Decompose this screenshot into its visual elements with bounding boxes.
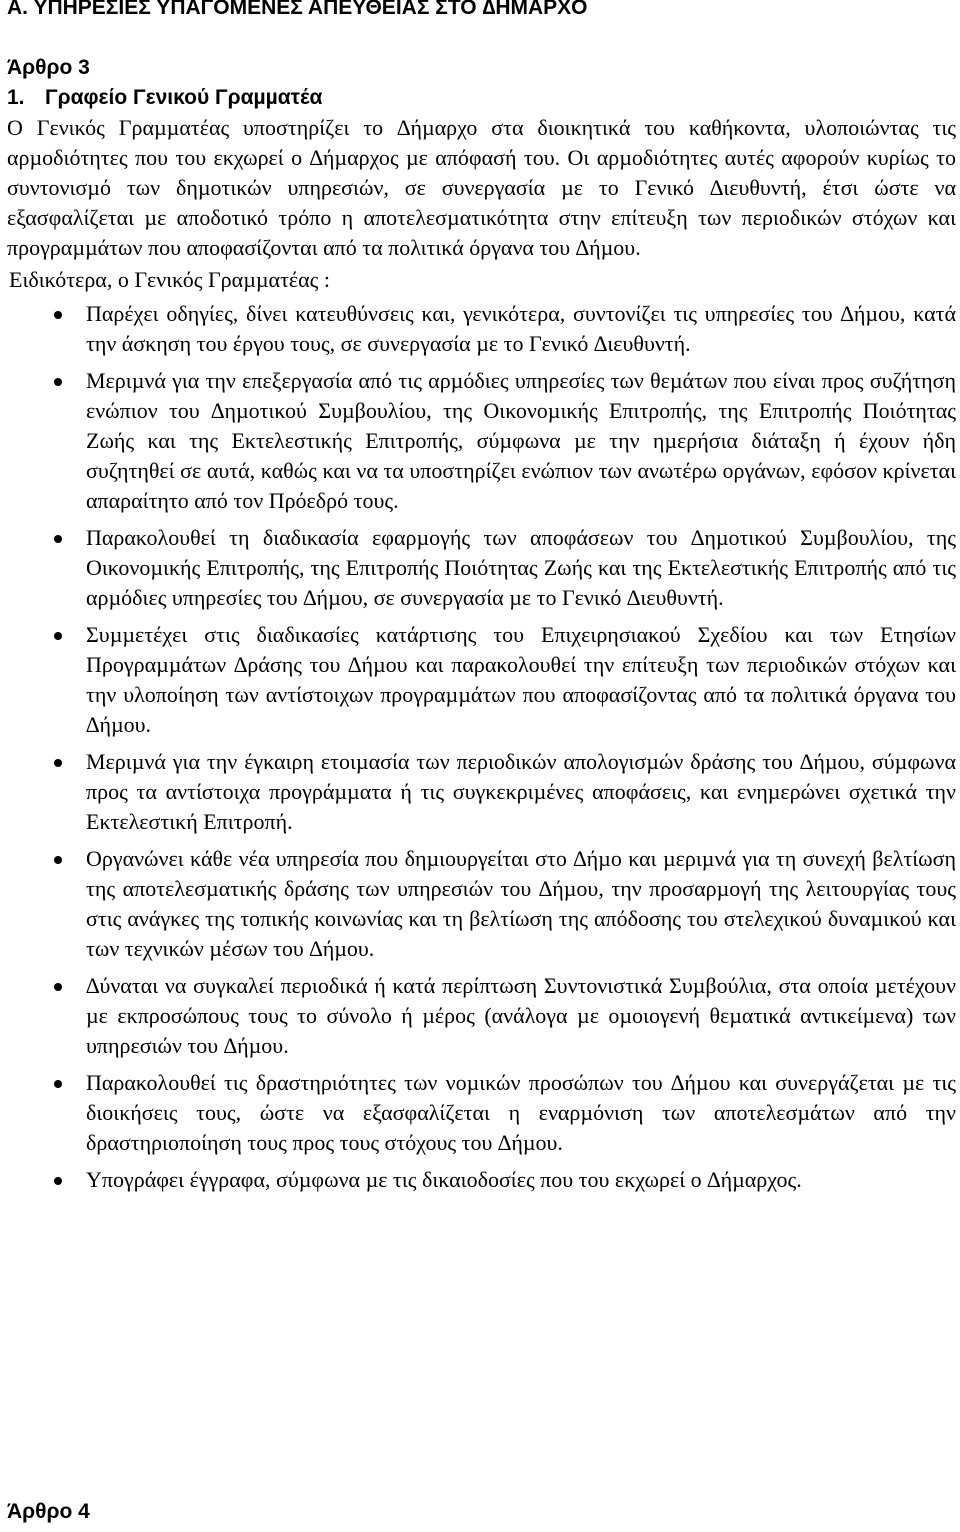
list-item-text: Συµµετέχει στις διαδικασίες κατάρτισης του Επιχειρησιακού Σχεδίου και των Ετησίων Προγραµµάτων ∆ράσης του ∆ήµου και παρακολουθεί την επίτευξη των περιοδικών στόχων και την υλοποίηση των αντίστοιχων προγραµµάτων που αποφασίζοντας από τα πολιτικά όργανα του ∆ήµου. xyxy=(86,622,956,737)
bullet-icon xyxy=(54,632,62,640)
list-item-text: Μεριµνά για την επεξεργασία από τις αρµόδιες υπηρεσίες των θεµάτων που είναι προς συζήτηση ενώπιον του ∆ηµοτικού Συµβουλίου, της Οικονοµικής Επιτροπής, της Επιτροπής Ποιότητας Ζωής και της Εκτελεστικής Επιτροπής, σύµφωνα µε την ηµερήσια διάταξη ή έχουν ήδη συζητηθεί σε αυτά, καθώς και να τα υποστηρίζει ενώπιον των ανωτέρω οργάνων, εφόσον κρίνεται απαραίτητο από τον Πρόεδρό τους. xyxy=(86,368,956,513)
list-item xyxy=(7,620,956,740)
bullet-icon xyxy=(54,535,62,543)
bullet-icon xyxy=(54,311,62,319)
document-heading: Α. ΥΠΗΡΕΣΙΕΣ ΥΠΑΓΟΜΕΝΕΣ ΑΠΕΥΘΕΙΑΣ ΣΤΟ ∆ΗΜΑΡΧΟ xyxy=(7,0,588,19)
article-4-title: Άρθρο 4 xyxy=(7,1500,90,1523)
list-item-text: Υπογράφει έγγραφα, σύµφωνα µε τις δικαιοδοσίες που του εκχωρεί ο ∆ήµαρχος. xyxy=(86,1167,802,1192)
bullet-icon xyxy=(54,378,62,386)
section-title xyxy=(7,83,956,113)
list-item xyxy=(7,1165,956,1195)
bullet-icon xyxy=(54,1080,62,1088)
section-number: 1. xyxy=(7,86,25,109)
intro-paragraph: Ο Γενικός Γραµµατέας υποστηρίζει το ∆ήµαρχο στα διοικητικά του καθήκοντα, υλοποιώντας τις αρµοδιότητες που του εκχωρεί ο ∆ήµαρχος µε απόφασή του. Οι αρµοδιότητες αυτές αφορούν κυρίως το συντονισµό των δηµοτικών υπηρεσιών, σε συνεργασία µε το Γενικό ∆ιευθυντή, έτσι ώστε να εξασφαλίζεται µε αποδοτικό τρόπο η αποτελεσµατικότητα στην επίτευξη των περιοδικών στόχων και προγραµµάτων που αποφασίζονται από τα πολιτικά όργανα του ∆ήµου. xyxy=(7,115,956,260)
list-item xyxy=(7,747,956,837)
bullet-icon xyxy=(54,759,62,767)
list-item xyxy=(7,1068,956,1158)
list-item-text: Οργανώνει κάθε νέα υπηρεσία που δηµιουργείται στο ∆ήµο και µεριµνά για τη συνεχή βελτίωση της αποτελεσµατικής δράσης των υπηρεσιών του ∆ήµου, την προσαρµογή της λειτουργίας τους στις ανάγκες της τοπικής κοινωνίας και τη βελτίωση της απόδοσης του στελεχικού δυναµικού και των τεχνικών µέσων του ∆ήµου. xyxy=(86,846,956,961)
list-item-text: Παρακολουθεί τη διαδικασία εφαρµογής των αποφάσεων του ∆ηµοτικού Συµβουλίου, της Οικονοµικής Επιτροπής, της Επιτροπής Ποιότητας Ζωής και της Εκτελεστικής Επιτροπής από τις αρµόδιες υπηρεσίες του ∆ήµου, σε συνεργασία µε το Γενικό ∆ιευθυντή. xyxy=(86,525,956,610)
section-title-text: Γραφείο Γενικού Γραµµατέα xyxy=(45,86,323,109)
list-item xyxy=(7,844,956,964)
list-item xyxy=(7,299,956,359)
list-item-text: Παρέχει οδηγίες, δίνει κατευθύνσεις και, γενικότερα, συντονίζει τις υπηρεσίες του ∆ήµου, κατά την άσκηση του έργου τους, σε συνεργασία µε το Γενικό ∆ιευθυντή. xyxy=(86,301,956,356)
duties-list xyxy=(7,299,956,1195)
article-3-title: Άρθρο 3 xyxy=(7,56,90,79)
document-page xyxy=(7,0,956,1523)
list-item-text: Παρακολουθεί τις δραστηριότητες των νοµικών προσώπων του ∆ήµου και συνεργάζεται µε τις διοικήσεις τους, ώστε να εξασφαλίζεται η εναρµόνιση των αποτελεσµάτων από την δραστηριοποίηση τους προς τους στόχους του ∆ήµου. xyxy=(86,1070,956,1155)
list-item xyxy=(7,523,956,613)
list-item-text: ∆ύναται να συγκαλεί περιοδικά ή κατά περίπτωση Συντονιστικά Συµβούλια, στα οποία µετέχουν µε εκπροσώπους τους το σύνολο ή µέρος (ανάλογα µε οµοιογενή θεµατικά αντικείµενα) των υπηρεσιών του ∆ήµου. xyxy=(86,973,956,1058)
list-item-text: Μεριµνά για την έγκαιρη ετοιµασία των περιοδικών απολογισµών δράσης του ∆ήµου, σύµφωνα προς τα αντίστοιχα προγράµµατα ή τις συγκεκριµένες αποφάσεις, και ενηµερώνει σχετικά την Εκτελεστική Επιτροπή. xyxy=(86,749,956,834)
list-item xyxy=(7,366,956,516)
bullet-icon xyxy=(54,983,62,991)
list-item xyxy=(7,971,956,1061)
lead-paragraph: Ειδικότερα, ο Γενικός Γραµµατέας : xyxy=(9,267,330,292)
bullet-icon xyxy=(54,856,62,864)
bullet-icon xyxy=(54,1177,62,1185)
